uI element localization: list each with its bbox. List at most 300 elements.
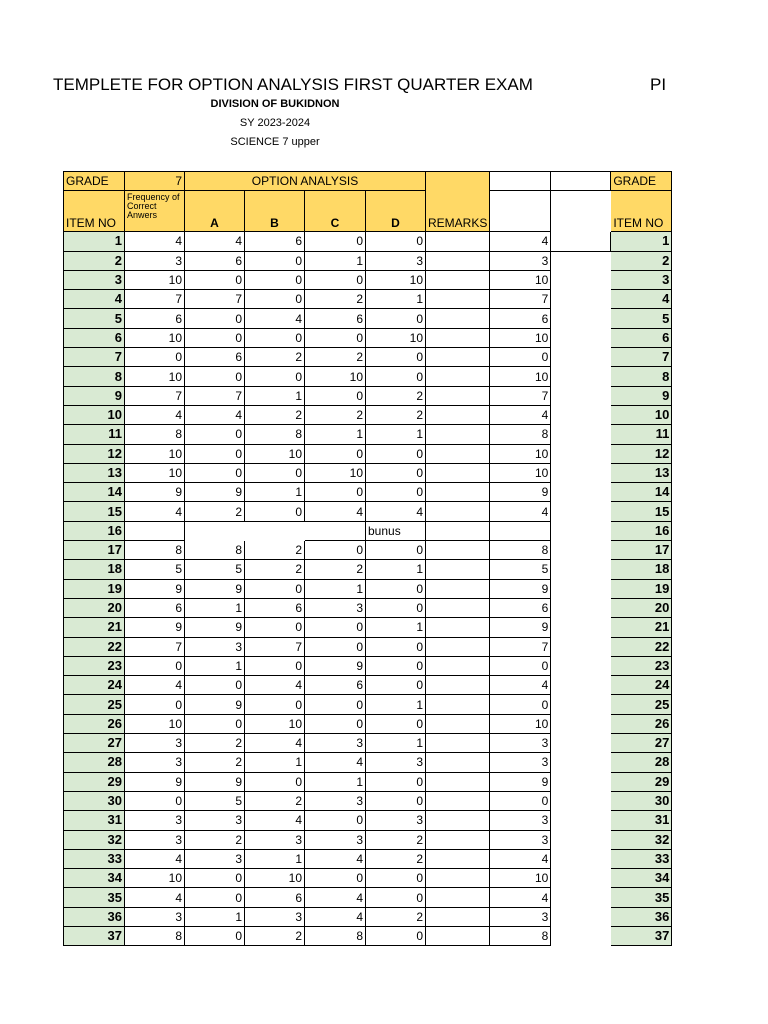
option-c-cell[interactable]: 1	[305, 425, 366, 444]
right-item-no-cell[interactable]: 10	[611, 405, 672, 424]
blank-cell[interactable]	[551, 348, 611, 367]
option-b-cell[interactable]: 0	[245, 579, 305, 598]
right-item-no-header[interactable]: ITEM NO	[611, 191, 672, 232]
copied-frequency-cell[interactable]: 4	[490, 232, 551, 251]
col-b-header[interactable]: B	[245, 191, 305, 232]
copied-frequency-cell[interactable]: 3	[490, 830, 551, 849]
frequency-cell[interactable]: 9	[125, 483, 185, 502]
right-item-no-cell[interactable]: 33	[611, 849, 672, 868]
option-d-cell[interactable]: 1	[366, 734, 426, 753]
option-c-cell[interactable]: 0	[305, 637, 366, 656]
copied-frequency-cell[interactable]: 9	[490, 483, 551, 502]
copied-frequency-cell[interactable]: 9	[490, 618, 551, 637]
item-no-cell[interactable]: 21	[64, 618, 125, 637]
right-item-no-cell[interactable]: 6	[611, 328, 672, 347]
frequency-cell[interactable]: 4	[125, 502, 185, 521]
blank-cell[interactable]	[551, 579, 611, 598]
item-no-cell[interactable]: 34	[64, 869, 125, 888]
option-b-cell[interactable]: 1	[245, 483, 305, 502]
frequency-cell[interactable]: 8	[125, 926, 185, 945]
copied-frequency-cell[interactable]: 10	[490, 463, 551, 482]
option-d-cell[interactable]: 0	[366, 483, 426, 502]
option-c-cell[interactable]: 2	[305, 348, 366, 367]
remarks-cell[interactable]	[426, 251, 490, 270]
copied-frequency-cell[interactable]: 10	[490, 869, 551, 888]
option-c-cell[interactable]: 2	[305, 560, 366, 579]
option-a-cell[interactable]	[185, 521, 245, 540]
col-c-header[interactable]: C	[305, 191, 366, 232]
option-b-cell[interactable]: 3	[245, 830, 305, 849]
option-b-cell[interactable]	[245, 521, 305, 540]
option-c-cell[interactable]: 0	[305, 483, 366, 502]
right-item-no-cell[interactable]: 37	[611, 926, 672, 945]
copied-frequency-cell[interactable]: 8	[490, 926, 551, 945]
frequency-cell[interactable]: 10	[125, 869, 185, 888]
empty-header-cell[interactable]	[551, 191, 611, 232]
option-a-cell[interactable]: 3	[185, 849, 245, 868]
option-d-cell[interactable]: 0	[366, 926, 426, 945]
right-item-no-cell[interactable]: 35	[611, 888, 672, 907]
copied-frequency-cell[interactable]: 7	[490, 386, 551, 405]
option-a-cell[interactable]: 0	[185, 444, 245, 463]
frequency-cell[interactable]: 0	[125, 695, 185, 714]
option-b-cell[interactable]: 0	[245, 772, 305, 791]
copied-frequency-cell[interactable]: 9	[490, 579, 551, 598]
option-b-cell[interactable]: 4	[245, 676, 305, 695]
option-c-cell[interactable]: 0	[305, 328, 366, 347]
remarks-cell[interactable]	[426, 270, 490, 289]
copied-frequency-cell[interactable]: 10	[490, 714, 551, 733]
option-c-cell[interactable]: 2	[305, 405, 366, 424]
blank-cell[interactable]	[551, 618, 611, 637]
remarks-cell[interactable]	[426, 367, 490, 386]
copied-frequency-cell[interactable]: 4	[490, 849, 551, 868]
option-d-cell[interactable]: 0	[366, 367, 426, 386]
item-no-cell[interactable]: 8	[64, 367, 125, 386]
option-d-cell[interactable]: 1	[366, 290, 426, 309]
copied-frequency-cell[interactable]: 10	[490, 444, 551, 463]
blank-cell[interactable]	[551, 734, 611, 753]
option-a-cell[interactable]: 0	[185, 328, 245, 347]
option-d-cell[interactable]: 0	[366, 656, 426, 675]
remarks-cell[interactable]	[426, 425, 490, 444]
frequency-cell[interactable]: 3	[125, 907, 185, 926]
option-b-cell[interactable]: 1	[245, 386, 305, 405]
right-item-no-cell[interactable]: 8	[611, 367, 672, 386]
option-a-cell[interactable]: 0	[185, 367, 245, 386]
remarks-cell[interactable]	[426, 637, 490, 656]
blank-cell[interactable]	[551, 907, 611, 926]
right-item-no-cell[interactable]: 15	[611, 502, 672, 521]
option-b-cell[interactable]: 0	[245, 656, 305, 675]
remarks-cell[interactable]	[426, 348, 490, 367]
copied-frequency-cell[interactable]: 10	[490, 270, 551, 289]
blank-cell[interactable]	[551, 849, 611, 868]
copied-frequency-cell[interactable]: 3	[490, 907, 551, 926]
blank-cell[interactable]	[551, 926, 611, 945]
item-no-cell[interactable]: 4	[64, 290, 125, 309]
item-no-cell[interactable]: 27	[64, 734, 125, 753]
copied-frequency-cell[interactable]: 10	[490, 367, 551, 386]
item-no-cell[interactable]: 32	[64, 830, 125, 849]
blank-cell[interactable]	[551, 811, 611, 830]
option-b-cell[interactable]: 10	[245, 869, 305, 888]
remarks-cell[interactable]	[426, 676, 490, 695]
option-a-cell[interactable]: 0	[185, 463, 245, 482]
option-d-cell[interactable]: 0	[366, 714, 426, 733]
option-b-cell[interactable]: 6	[245, 598, 305, 617]
right-item-no-cell[interactable]: 13	[611, 463, 672, 482]
option-a-cell[interactable]: 6	[185, 348, 245, 367]
remarks-cell[interactable]	[426, 888, 490, 907]
frequency-cell[interactable]: 10	[125, 444, 185, 463]
remarks-cell[interactable]	[426, 695, 490, 714]
option-b-cell[interactable]: 6	[245, 888, 305, 907]
copied-frequency-cell[interactable]	[490, 521, 551, 540]
option-d-cell[interactable]: 2	[366, 386, 426, 405]
item-no-cell[interactable]: 9	[64, 386, 125, 405]
option-d-cell[interactable]: 0	[366, 791, 426, 810]
right-item-no-cell[interactable]: 7	[611, 348, 672, 367]
right-item-no-cell[interactable]: 34	[611, 869, 672, 888]
option-a-cell[interactable]: 9	[185, 483, 245, 502]
remarks-cell[interactable]	[426, 811, 490, 830]
item-no-cell[interactable]: 3	[64, 270, 125, 289]
right-item-no-cell[interactable]: 20	[611, 598, 672, 617]
blank-cell[interactable]	[551, 483, 611, 502]
empty-header-cell[interactable]	[551, 172, 611, 191]
blank-cell[interactable]	[551, 637, 611, 656]
item-no-cell[interactable]: 14	[64, 483, 125, 502]
option-c-cell[interactable]: 0	[305, 444, 366, 463]
blank-cell[interactable]	[551, 560, 611, 579]
blank-cell[interactable]	[551, 695, 611, 714]
item-no-cell[interactable]: 12	[64, 444, 125, 463]
remarks-cell[interactable]	[426, 656, 490, 675]
option-c-cell[interactable]: 3	[305, 791, 366, 810]
item-no-cell[interactable]: 20	[64, 598, 125, 617]
item-no-cell[interactable]: 29	[64, 772, 125, 791]
option-d-cell[interactable]: 1	[366, 425, 426, 444]
option-a-cell[interactable]: 1	[185, 656, 245, 675]
remarks-cell[interactable]	[426, 830, 490, 849]
option-d-cell[interactable]: 1	[366, 618, 426, 637]
option-c-cell[interactable]: 6	[305, 676, 366, 695]
option-b-cell[interactable]: 4	[245, 734, 305, 753]
option-d-cell[interactable]: 3	[366, 811, 426, 830]
option-d-cell[interactable]: 10	[366, 328, 426, 347]
remarks-cell[interactable]	[426, 734, 490, 753]
frequency-cell[interactable]: 10	[125, 714, 185, 733]
item-no-cell[interactable]: 18	[64, 560, 125, 579]
remarks-cell[interactable]	[426, 290, 490, 309]
copied-frequency-cell[interactable]: 5	[490, 560, 551, 579]
option-c-cell[interactable]: 0	[305, 270, 366, 289]
frequency-cell[interactable]: 9	[125, 772, 185, 791]
bonus-note-cell[interactable]: bunus	[366, 521, 426, 540]
option-c-cell[interactable]: 0	[305, 618, 366, 637]
option-a-cell[interactable]: 7	[185, 290, 245, 309]
frequency-cell[interactable]: 9	[125, 618, 185, 637]
blank-cell[interactable]	[551, 463, 611, 482]
right-item-no-cell[interactable]: 1	[611, 232, 672, 251]
item-no-cell[interactable]: 7	[64, 348, 125, 367]
option-d-cell[interactable]: 2	[366, 907, 426, 926]
frequency-cell[interactable]: 3	[125, 811, 185, 830]
option-b-cell[interactable]: 0	[245, 502, 305, 521]
option-b-cell[interactable]: 7	[245, 637, 305, 656]
option-c-cell[interactable]: 8	[305, 926, 366, 945]
item-no-cell[interactable]: 28	[64, 753, 125, 772]
frequency-cell[interactable]: 10	[125, 367, 185, 386]
item-no-cell[interactable]: 17	[64, 541, 125, 560]
right-item-no-cell[interactable]: 31	[611, 811, 672, 830]
frequency-cell[interactable]: 3	[125, 753, 185, 772]
remarks-cell[interactable]	[426, 869, 490, 888]
right-item-no-cell[interactable]: 21	[611, 618, 672, 637]
option-a-cell[interactable]: 9	[185, 772, 245, 791]
remarks-cell[interactable]	[426, 714, 490, 733]
copied-frequency-cell[interactable]: 3	[490, 734, 551, 753]
frequency-cell[interactable]: 4	[125, 405, 185, 424]
remarks-cell[interactable]	[426, 405, 490, 424]
option-c-cell[interactable]: 1	[305, 251, 366, 270]
copied-frequency-cell[interactable]: 8	[490, 541, 551, 560]
blank-cell[interactable]	[551, 598, 611, 617]
option-d-cell[interactable]: 3	[366, 753, 426, 772]
option-c-cell[interactable]: 6	[305, 309, 366, 328]
blank-cell[interactable]	[551, 753, 611, 772]
option-a-cell[interactable]: 1	[185, 907, 245, 926]
option-c-cell[interactable]: 10	[305, 463, 366, 482]
frequency-cell[interactable]: 10	[125, 328, 185, 347]
option-d-cell[interactable]: 0	[366, 637, 426, 656]
item-no-cell[interactable]: 35	[64, 888, 125, 907]
copied-frequency-cell[interactable]: 10	[490, 328, 551, 347]
right-item-no-cell[interactable]: 36	[611, 907, 672, 926]
right-item-no-cell[interactable]: 17	[611, 541, 672, 560]
remarks-cell[interactable]	[426, 444, 490, 463]
col-d-header[interactable]: D	[366, 191, 426, 232]
option-d-cell[interactable]: 0	[366, 348, 426, 367]
copied-frequency-cell[interactable]: 3	[490, 811, 551, 830]
frequency-cell[interactable]: 5	[125, 560, 185, 579]
item-no-cell[interactable]: 2	[64, 251, 125, 270]
blank-cell[interactable]	[551, 830, 611, 849]
item-no-cell[interactable]: 10	[64, 405, 125, 424]
right-item-no-cell[interactable]: 32	[611, 830, 672, 849]
remarks-cell[interactable]	[426, 849, 490, 868]
option-d-cell[interactable]: 4	[366, 502, 426, 521]
option-c-cell[interactable]: 1	[305, 579, 366, 598]
option-d-cell[interactable]: 0	[366, 888, 426, 907]
item-no-cell[interactable]: 5	[64, 309, 125, 328]
copied-frequency-cell[interactable]: 6	[490, 598, 551, 617]
remarks-cell[interactable]	[426, 386, 490, 405]
right-item-no-cell[interactable]: 25	[611, 695, 672, 714]
option-b-cell[interactable]: 4	[245, 309, 305, 328]
blank-cell[interactable]	[551, 251, 611, 270]
right-item-no-cell[interactable]: 2	[611, 251, 672, 270]
remarks-cell[interactable]	[426, 598, 490, 617]
copied-frequency-cell[interactable]: 0	[490, 656, 551, 675]
frequency-cell[interactable]: 3	[125, 830, 185, 849]
frequency-cell[interactable]: 0	[125, 348, 185, 367]
option-a-cell[interactable]: 0	[185, 676, 245, 695]
option-a-cell[interactable]: 0	[185, 888, 245, 907]
copied-frequency-cell[interactable]: 4	[490, 405, 551, 424]
option-b-cell[interactable]: 4	[245, 811, 305, 830]
frequency-cell[interactable]: 4	[125, 676, 185, 695]
option-c-cell[interactable]: 0	[305, 714, 366, 733]
option-a-cell[interactable]: 6	[185, 251, 245, 270]
grade-label-cell[interactable]: GRADE	[64, 172, 125, 191]
option-b-cell[interactable]: 10	[245, 714, 305, 733]
item-no-cell[interactable]: 11	[64, 425, 125, 444]
frequency-cell[interactable]	[125, 521, 185, 540]
option-c-cell[interactable]: 0	[305, 869, 366, 888]
option-b-cell[interactable]: 0	[245, 695, 305, 714]
option-a-cell[interactable]: 0	[185, 714, 245, 733]
item-no-cell[interactable]: 19	[64, 579, 125, 598]
option-b-cell[interactable]: 0	[245, 328, 305, 347]
option-b-cell[interactable]: 0	[245, 618, 305, 637]
copied-frequency-cell[interactable]: 6	[490, 309, 551, 328]
option-d-cell[interactable]: 2	[366, 849, 426, 868]
empty-header-cell[interactable]	[490, 191, 551, 232]
option-c-cell[interactable]: 4	[305, 502, 366, 521]
option-a-cell[interactable]: 5	[185, 791, 245, 810]
frequency-cell[interactable]: 8	[125, 425, 185, 444]
blank-cell[interactable]	[551, 502, 611, 521]
option-b-cell[interactable]: 0	[245, 367, 305, 386]
right-item-no-cell[interactable]: 9	[611, 386, 672, 405]
blank-cell[interactable]	[551, 386, 611, 405]
option-b-cell[interactable]: 0	[245, 290, 305, 309]
blank-cell[interactable]	[551, 888, 611, 907]
frequency-cell[interactable]: 7	[125, 386, 185, 405]
item-no-cell[interactable]: 25	[64, 695, 125, 714]
blank-cell[interactable]	[551, 656, 611, 675]
option-d-cell[interactable]: 2	[366, 830, 426, 849]
col-a-header[interactable]: A	[185, 191, 245, 232]
item-no-cell[interactable]: 37	[64, 926, 125, 945]
remarks-cell[interactable]	[426, 521, 490, 540]
copied-frequency-cell[interactable]: 0	[490, 791, 551, 810]
blank-cell[interactable]	[551, 270, 611, 289]
right-item-no-cell[interactable]: 23	[611, 656, 672, 675]
remarks-cell[interactable]	[426, 907, 490, 926]
frequency-cell[interactable]: 10	[125, 270, 185, 289]
blank-cell[interactable]	[551, 772, 611, 791]
option-analysis-header[interactable]: OPTION ANALYSIS	[185, 172, 426, 191]
option-c-cell[interactable]: 0	[305, 695, 366, 714]
option-c-cell[interactable]: 4	[305, 753, 366, 772]
item-no-cell[interactable]: 30	[64, 791, 125, 810]
remarks-cell[interactable]	[426, 463, 490, 482]
option-d-cell[interactable]: 1	[366, 695, 426, 714]
right-item-no-cell[interactable]: 19	[611, 579, 672, 598]
frequency-header[interactable]: Frequency of Correct Anwers	[125, 191, 185, 232]
blank-cell[interactable]	[551, 405, 611, 424]
frequency-cell[interactable]: 4	[125, 849, 185, 868]
option-d-cell[interactable]: 0	[366, 869, 426, 888]
option-b-cell[interactable]: 1	[245, 753, 305, 772]
grade-value-cell[interactable]: 7	[125, 172, 185, 191]
option-b-cell[interactable]: 1	[245, 849, 305, 868]
option-a-cell[interactable]: 8	[185, 541, 245, 560]
item-no-cell[interactable]: 6	[64, 328, 125, 347]
item-no-cell[interactable]: 26	[64, 714, 125, 733]
copied-frequency-cell[interactable]: 4	[490, 502, 551, 521]
remarks-cell[interactable]	[426, 232, 490, 251]
right-item-no-cell[interactable]: 22	[611, 637, 672, 656]
option-d-cell[interactable]: 0	[366, 579, 426, 598]
item-no-cell[interactable]: 33	[64, 849, 125, 868]
option-c-cell[interactable]: 9	[305, 656, 366, 675]
frequency-cell[interactable]: 6	[125, 309, 185, 328]
right-item-no-cell[interactable]: 12	[611, 444, 672, 463]
frequency-cell[interactable]: 7	[125, 290, 185, 309]
blank-cell[interactable]	[551, 444, 611, 463]
item-no-cell[interactable]: 16	[64, 521, 125, 540]
option-a-cell[interactable]: 9	[185, 695, 245, 714]
remarks-cell[interactable]	[426, 483, 490, 502]
right-item-no-cell[interactable]: 5	[611, 309, 672, 328]
remarks-cell[interactable]	[426, 753, 490, 772]
blank-cell[interactable]	[551, 425, 611, 444]
item-no-cell[interactable]: 23	[64, 656, 125, 675]
option-a-cell[interactable]: 2	[185, 830, 245, 849]
option-b-cell[interactable]: 2	[245, 791, 305, 810]
option-b-cell[interactable]: 0	[245, 463, 305, 482]
item-no-cell[interactable]: 24	[64, 676, 125, 695]
right-item-no-cell[interactable]: 27	[611, 734, 672, 753]
option-b-cell[interactable]: 2	[245, 560, 305, 579]
right-item-no-cell[interactable]: 28	[611, 753, 672, 772]
right-item-no-cell[interactable]: 3	[611, 270, 672, 289]
option-d-cell[interactable]: 1	[366, 560, 426, 579]
option-a-cell[interactable]: 3	[185, 811, 245, 830]
option-d-cell[interactable]: 0	[366, 598, 426, 617]
remarks-cell[interactable]	[426, 579, 490, 598]
empty-header-cell[interactable]	[490, 172, 551, 191]
copied-frequency-cell[interactable]: 8	[490, 425, 551, 444]
option-a-cell[interactable]: 2	[185, 753, 245, 772]
option-d-cell[interactable]: 0	[366, 772, 426, 791]
remarks-cell[interactable]	[426, 502, 490, 521]
option-d-cell[interactable]: 0	[366, 232, 426, 251]
option-a-cell[interactable]: 1	[185, 598, 245, 617]
option-b-cell[interactable]: 2	[245, 348, 305, 367]
remarks-cell[interactable]	[426, 560, 490, 579]
option-c-cell[interactable]: 4	[305, 888, 366, 907]
option-c-cell[interactable]: 4	[305, 907, 366, 926]
right-item-no-cell[interactable]: 18	[611, 560, 672, 579]
blank-cell[interactable]	[551, 869, 611, 888]
option-d-cell[interactable]: 3	[366, 251, 426, 270]
right-item-no-cell[interactable]: 26	[611, 714, 672, 733]
blank-cell[interactable]	[551, 290, 611, 309]
copied-frequency-cell[interactable]: 3	[490, 251, 551, 270]
item-no-cell[interactable]: 31	[64, 811, 125, 830]
option-b-cell[interactable]: 2	[245, 926, 305, 945]
option-a-cell[interactable]: 3	[185, 637, 245, 656]
copied-frequency-cell[interactable]: 7	[490, 290, 551, 309]
option-a-cell[interactable]: 4	[185, 232, 245, 251]
copied-frequency-cell[interactable]: 0	[490, 695, 551, 714]
option-d-cell[interactable]: 0	[366, 463, 426, 482]
